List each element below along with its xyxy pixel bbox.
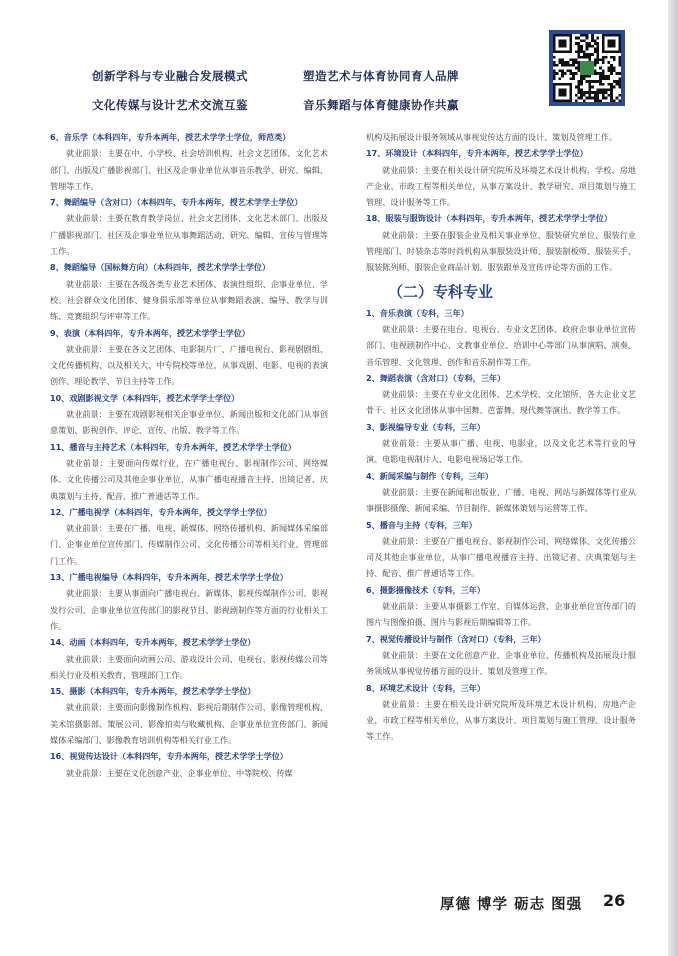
major-title: 18、服装与服饰设计（本科四年，专升本两年，授艺术学学士学位） [366,213,612,224]
major-title: 6、音乐学（本科四年，专升本两年，授艺术学学士学位，师范类） [50,132,291,142]
employment-text: 就业前景：主要在戏剧影视相关企事业单位、新闻出版和文化部门从事创意策划、影视创作、评论、宣传、出版、教学等工作。 [50,409,328,436]
slogan-row [92,95,512,124]
page-number: 26 [603,891,626,910]
slogan-text: 塑造艺术与体育协同育人品牌 [303,69,459,83]
employment-text: 就业前景：主要在广播电视台、影视制作公司、网络媒体、文化传播公司及其他企事业单位，从事广播电视播音主持、出镜记者、庆典策划与主持、配音、推广普通话等工作。 [366,535,636,579]
left-column [50,129,328,781]
major-entry [50,683,328,748]
major-entry [50,634,328,683]
major-entry [366,210,636,275]
footer-motto: 厚德 博学 砺志 图强 [440,897,583,913]
major-title: 10、戏剧影视文学（本科四年，授艺术学学士学位） [50,392,240,403]
section-title: （二）专科专业 [388,282,494,301]
employment-text: 就业前景：主要在中、小学校、社会培训机构、社会文艺团体、文化艺术部门、出版及广播影视部门、社区及企事业单位从事音乐教学、研究、编辑、管理等工作。 [50,148,328,191]
major-title: 6、摄影摄像技术（专科，三年） [366,584,485,595]
major-title: 8、舞蹈编导（国标舞方向）（本科四年，授艺术学学士学位） [50,262,271,273]
employment-text: 就业前景：主要从事面向广播电视台、新媒体、影视传媒制作公司、影视发行公司、企事业单位宣传部门的影视节目、影视剧制作等方面的行业相关工作。 [50,588,328,631]
major-entry [366,305,636,370]
major-title: 11、播音与主持艺术（本科四年，专升本两年，授艺术学学士学位） [50,441,296,452]
employment-text: 就业前景：主要在教育教学岗位、社会文艺团体、文化艺术部门、出版及广播影视部门、社区及企事业单位从事舞蹈活动、研究、编辑、宣传与管理等工作。 [50,213,328,257]
major-title: 9、表演（本科四年，专升本两年，授艺术学学士学位） [50,327,250,338]
employment-text: 就业前景：主要在文化创意产业、企事业单位、中等院校、传媒 [66,767,293,778]
major-entry [366,582,636,631]
employment-text: 就业前景：主要面向传媒行业，在广播电视台、影视制作公司、网络媒体、文化传播公司及其他企事业单位，从事广播电视播音主持、出镜记者、庆典策划与主持、配音、推广普通话等工作。 [50,457,328,501]
right-major-list [366,145,636,275]
employment-text: 就业前景：主要在广播、电视、新媒体、网络传播机构、新闻媒体采编部门、企事业单位宣传部门、传媒制作公司、文化传播公司等相关行业、管理部门工作。 [50,523,328,566]
major-entry [50,569,328,634]
major-title: 17、环境设计（本科四年，专升本两年，授艺术学学士学位） [366,148,588,159]
qr-code-icon[interactable] [549,30,625,106]
employment-text: 就业前景：主要从事摄影工作室、自媒体运营、企事业单位宣传部门的图片与图像拍摄、图片与影视后期编辑等工作。 [366,601,636,628]
major-title: 7、舞蹈编导（含对口）（本科四年，专升本两年，授艺术学学士学位） [50,197,303,208]
major-title: 13、广播电视编导（本科四年，专升本两年，授艺术学学士学位） [50,572,288,583]
major-entry [50,325,328,390]
major-entry [366,631,636,680]
employment-text: 就业前景：主要在专业文化团体、艺术学校、文化馆所、各大企业文艺骨干、社区文化团体从事中国舞、芭蕾舞、现代舞等演出、教学等工作。 [366,389,636,416]
continuation-text: 机构及拓展设计服务领域从事视觉传达方面的设计、策划及管理工作。 [366,132,617,142]
qr-code-graphic [553,34,621,102]
major-title: 8、环境艺术设计（专科，三年） [366,682,485,693]
employment-text: 就业前景：主要在新闻和出版业、广播、电视、网站与新媒体等行业从事摄影摄像、新闻采编、节目制作、新媒体策划与运营等工作。 [366,486,636,514]
employment-text: 就业前景：主要从事广播、电视、电影业，以及文化艺术等行业的导演、电影电视制片人、电影电视场记等工作。 [366,438,636,465]
employment-text: 就业前景：主要面向动画公司、游戏设计公司、电视台、影视传媒公司等相关行业及相关教育、管理部门工作。 [50,653,328,680]
major-entry [50,439,328,504]
major-title: 7、视觉传播设计与制作（含对口）（专科，三年） [366,633,546,644]
employment-text: 就业前景：主要在文化创意产业、企事业单位、传播机构及拓展设计服务领域从事视觉传播方面的设计、策划及管理工作。 [366,649,636,677]
major-entry [50,748,328,781]
page-edge [668,0,678,956]
major-entry [50,259,328,324]
major-title: 15、摄影（本科四年，专升本两年，授艺术学学士学位） [50,686,256,697]
major-title: 4、新闻采编与制作（专科，三年） [366,470,494,481]
employment-text: 就业前景：主要在电台、电视台、专业文艺团体、政府企事业单位宣传部门、电视剧制作中心、文教事业单位、培训中心等部门从事演唱、演奏、音乐管理、文化管理、创作和音乐制作等工作。 [366,323,636,367]
college-major-list [366,305,636,745]
employment-text: 就业前景：主要在服装企业及相关事业单位、服装研究单位、服装行业管理部门、时装杂志等时尚机构从事服装设计师、服装制板师、服装买手、服装陈列师、服装企业商品计划、服装跟单及宣传评论等方面的工作。 [366,229,636,273]
slogan-text: 文化传媒与设计艺术交流互鉴 [92,98,248,112]
major-title: 2、舞蹈表演（含对口）（专科，三年） [366,372,506,383]
major-entry [50,194,328,259]
major-title: 14、动画（本科四年，专升本两年，授艺术学学士学位） [50,637,256,648]
major-entry [50,129,328,194]
employment-text: 就业前景：主要在各级各类专业艺术团体、表演性组织、企事业单位、学校、社会群众文化团体、健身俱乐部等单位从事舞蹈表演、编导、教学与训练、竞赛组织与评审等工作。 [50,278,328,322]
right-column [366,129,636,745]
major-entry [50,504,328,569]
major-entry [50,390,328,439]
major-title: 16、视觉传达设计（本科四年，专升本两年，授艺术学学士学位） [50,751,288,762]
employment-text: 就业前景：主要在各文艺团体、电影制片厂、广播电视台、影视剧剧组、文化传播机构、以及相关大、中专院校等单位，从事戏剧、电影、电视的表演创作、理论教学、节目主持等工作。 [50,343,328,387]
employment-text: 就业前景：主要在相关设计研究院所及环境艺术设计机构，房地产企业、市政工程等相关单位，从事方案设计、项目策划与施工管理、设计服务等工作。 [366,698,636,742]
major-entry [366,145,636,210]
major-title: 5、播音与主持（专科，三年） [366,519,477,530]
major-title: 3、影视编导专业（专科，三年） [366,421,485,432]
major-title: 12、广播电视学（本科四年，专升本两年，授文学学士学位） [50,506,272,517]
employment-text: 就业前景：主要面向影像制作机构、影视后期制作公司、影像管理机构、美术馆摄影部、策展公司、影像拍卖与收藏机构、企事业单位宣传部门、新闻媒体采编部门、影像教育培训机构等相关行业工作。 [50,702,328,745]
slogan-text: 音乐舞蹈与体育健康协作共赢 [303,98,459,112]
employment-text: 就业前景：主要在相关设计研究院所及环境艺术设计机构，学校、房地产企业、市政工程等相关单位，从事方案设计、教学研究、项目策划与施工管理、设计服务等工作。 [366,164,636,208]
major-entry [366,370,636,419]
slogan-block [92,66,512,124]
slogan-text: 创新学科与专业融合发展模式 [92,69,248,83]
major-entry [366,419,636,468]
major-entry [366,680,636,745]
major-entry [366,468,636,517]
major-title: 1、音乐表演（专科，三年） [366,307,469,318]
major-entry [366,517,636,582]
slogan-row [92,66,512,95]
